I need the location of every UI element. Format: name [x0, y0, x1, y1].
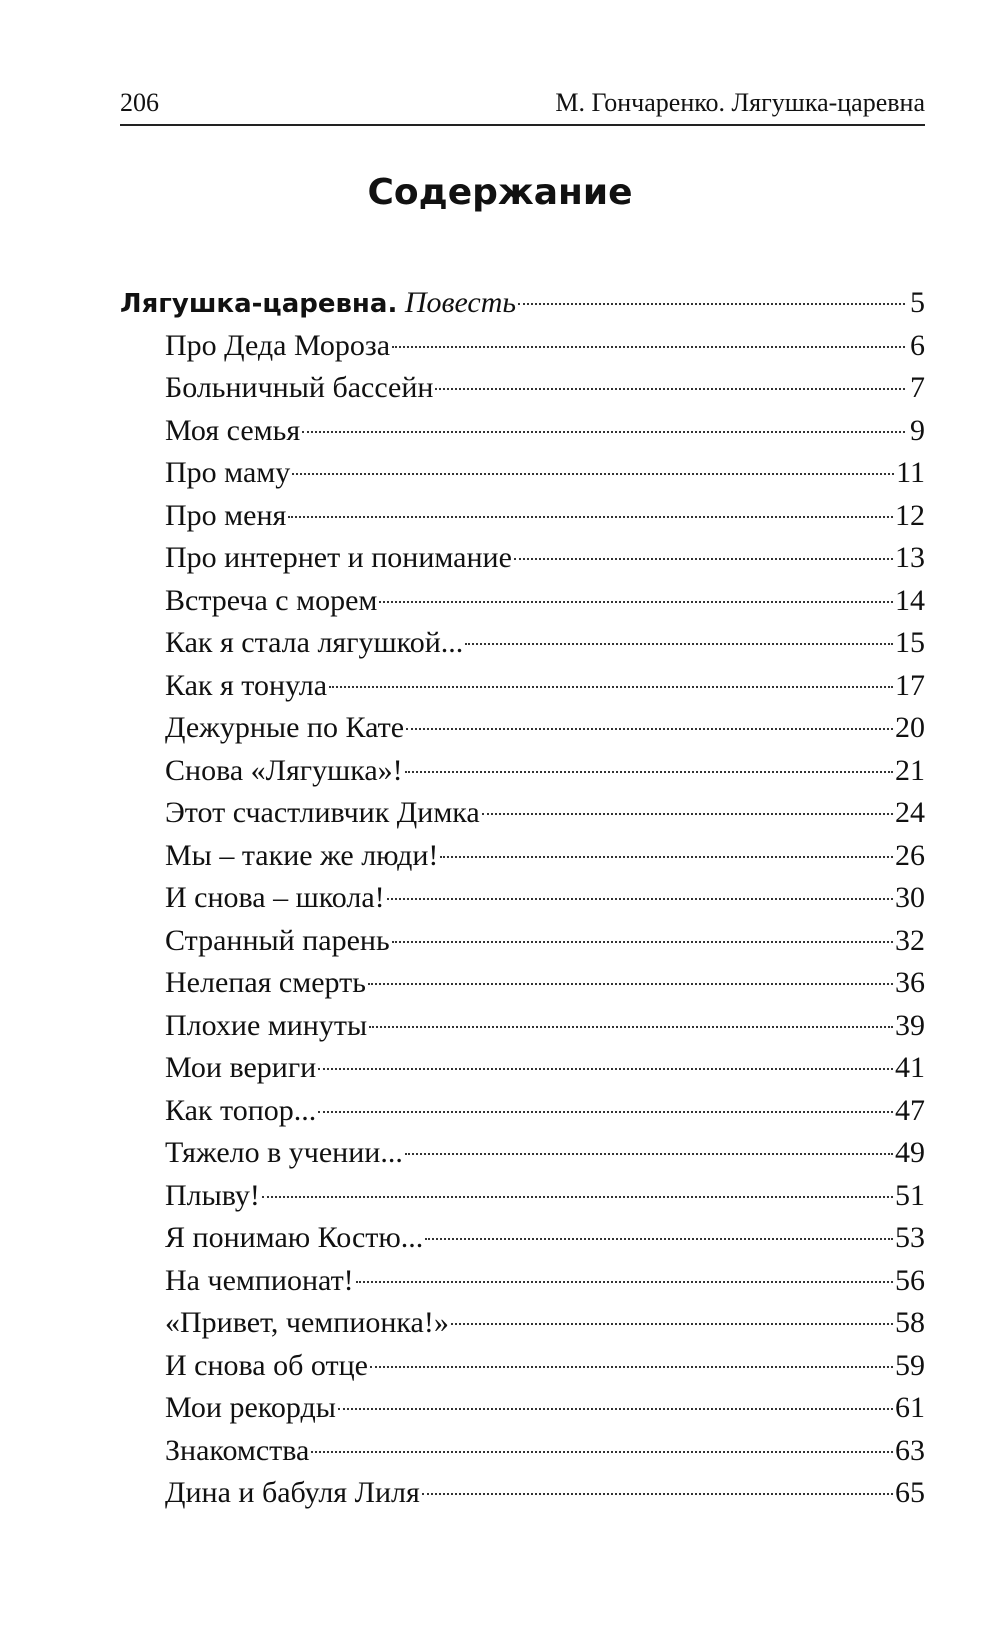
main-entry-genre: Повесть	[404, 286, 517, 319]
toc-entry	[120, 962, 925, 1005]
dot-leader	[338, 1408, 893, 1410]
toc-entry-title: Странный парень	[165, 923, 390, 957]
toc-main-entry	[120, 282, 925, 325]
toc-entry-page: 24	[895, 796, 925, 829]
toc-entry-title: Про Деда Мороза	[165, 328, 391, 362]
toc-entry	[120, 1132, 925, 1175]
toc-entry-page: 21	[895, 753, 925, 787]
dot-leader	[379, 601, 893, 603]
toc-entry	[120, 1175, 925, 1218]
toc-entry	[120, 325, 925, 368]
toc-entry-page: 36	[895, 966, 925, 999]
toc-entry-page: 41	[895, 1051, 925, 1084]
toc-entry-title: Как топор...	[165, 1093, 317, 1127]
toc-entry-title: Этот счастливчик Димка	[165, 796, 480, 829]
dot-leader	[368, 983, 893, 985]
toc-entry-page: 12	[895, 498, 925, 532]
toc-entry-title: Мы – такие же люди!	[165, 838, 439, 872]
toc-entry	[120, 622, 925, 665]
toc-entry-title: И снова – школа!	[165, 881, 385, 914]
toc-entry-page: 63	[895, 1433, 925, 1467]
dot-leader	[451, 1323, 893, 1325]
toc-entry	[120, 1005, 925, 1048]
dot-leader	[435, 388, 905, 390]
dot-leader	[262, 1196, 893, 1198]
dot-leader	[422, 1493, 893, 1495]
toc-entry-title: Мои рекорды	[165, 1391, 336, 1424]
toc-entry-page: 32	[895, 923, 925, 957]
dot-leader	[405, 771, 893, 773]
toc-entry	[120, 1430, 925, 1473]
page-number: 206	[120, 88, 159, 117]
toc-entry-page: 20	[895, 711, 925, 744]
toc-entry-title: Про интернет и понимание	[165, 541, 512, 574]
running-title: М. Гончаренко. Лягушка-царевна	[555, 88, 925, 117]
toc-entry-title: Плохие минуты	[165, 1008, 368, 1042]
toc-entry-page: 26	[895, 838, 925, 872]
toc-entry-page: 7	[910, 371, 925, 404]
dot-leader	[425, 1238, 893, 1240]
toc-entry-page: 9	[910, 413, 925, 447]
toc-entry	[120, 1387, 925, 1430]
toc-entry	[120, 1217, 925, 1260]
dot-leader	[440, 856, 893, 858]
toc-entry-title: «Привет, чемпионка!»	[165, 1306, 449, 1339]
toc-entry-page: 56	[895, 1263, 925, 1297]
main-entry-title: Лягушка-царевна.	[120, 289, 398, 319]
toc-entry-page: 30	[895, 881, 925, 914]
table-of-contents	[120, 282, 925, 1515]
toc-entry-title: Встреча с морем	[165, 583, 378, 617]
toc-entry-title: Снова «Лягушка»!	[165, 753, 403, 787]
toc-entry-title: Как я стала лягушкой...	[165, 626, 464, 659]
dot-leader	[405, 1153, 893, 1155]
toc-entry	[120, 750, 925, 793]
toc-entry	[120, 1090, 925, 1133]
toc-entry-page: 49	[895, 1136, 925, 1169]
toc-entry-page: 6	[910, 328, 925, 362]
dot-leader	[292, 473, 894, 475]
toc-entry-title: Я понимаю Костю...	[165, 1221, 424, 1254]
toc-entry	[120, 707, 925, 750]
toc-entry	[120, 495, 925, 538]
toc-entry-page: 58	[895, 1306, 925, 1339]
dot-leader	[514, 558, 893, 560]
toc-entry-page: 15	[895, 626, 925, 659]
toc-entry	[120, 1260, 925, 1303]
dot-leader	[302, 431, 905, 433]
toc-entry-title: Больничный бассейн	[165, 371, 434, 404]
toc-entry-title: Про маму	[165, 456, 291, 489]
toc-entry-page: 53	[895, 1221, 925, 1254]
toc-entry	[120, 1472, 925, 1515]
toc-entry-title: Знакомства	[165, 1433, 310, 1467]
toc-entry	[120, 452, 925, 495]
toc-entry-page: 51	[895, 1178, 925, 1212]
dot-leader	[392, 941, 893, 943]
dot-leader	[318, 1068, 893, 1070]
toc-entry	[120, 367, 925, 410]
toc-entry-title: Как я тонула	[165, 668, 328, 702]
dot-leader	[370, 1366, 893, 1368]
toc-entry-title: Дежурные по Кате	[165, 711, 405, 744]
toc-entry	[120, 410, 925, 453]
dot-leader	[482, 813, 893, 815]
toc-entry-title: Плыву!	[165, 1178, 260, 1212]
toc-entry-title: Тяжело в учении...	[165, 1136, 403, 1169]
dot-leader	[288, 516, 893, 518]
toc-heading: Содержание	[367, 172, 633, 213]
dot-leader	[329, 686, 893, 688]
toc-entry-page: 14	[895, 583, 925, 617]
toc-entry-page: 65	[895, 1476, 925, 1509]
toc-entry	[120, 580, 925, 623]
toc-entry-title: Про меня	[165, 498, 287, 532]
toc-entry-page: 59	[895, 1348, 925, 1382]
toc-entry-title: На чемпионат!	[165, 1263, 354, 1297]
toc-entry-page: 13	[895, 541, 925, 574]
toc-entry	[120, 835, 925, 878]
toc-entry-page: 11	[896, 456, 925, 489]
toc-entry-title: Дина и бабуля Лиля	[165, 1476, 420, 1509]
running-header	[120, 84, 925, 126]
dot-leader	[406, 728, 893, 730]
dot-leader	[392, 346, 905, 348]
toc-entry	[120, 1345, 925, 1388]
toc-entry	[120, 920, 925, 963]
dot-leader	[311, 1451, 893, 1453]
toc-entry-page: 39	[895, 1008, 925, 1042]
toc-entry-title: Моя семья	[165, 413, 301, 447]
toc-entry-page: 47	[895, 1093, 925, 1127]
toc-entry-title: Мои вериги	[165, 1051, 317, 1084]
toc-entry-title: Нелепая смерть	[165, 966, 366, 999]
dot-leader	[518, 303, 905, 305]
toc-entry	[120, 877, 925, 920]
dot-leader	[318, 1111, 893, 1113]
toc-entry	[120, 665, 925, 708]
toc-entry	[120, 1302, 925, 1345]
toc-entry-title: И снова об отце	[165, 1348, 368, 1382]
dot-leader	[356, 1281, 893, 1283]
toc-entry-page: 61	[895, 1391, 925, 1424]
toc-entry-page: 17	[895, 668, 925, 702]
toc-entry	[120, 792, 925, 835]
toc-main-entry-title	[120, 282, 516, 326]
toc-entry	[120, 537, 925, 580]
toc-entry	[120, 1047, 925, 1090]
dot-leader	[387, 898, 893, 900]
main-entry-page: 5	[910, 286, 925, 319]
dot-leader	[369, 1026, 893, 1028]
dot-leader	[465, 643, 893, 645]
